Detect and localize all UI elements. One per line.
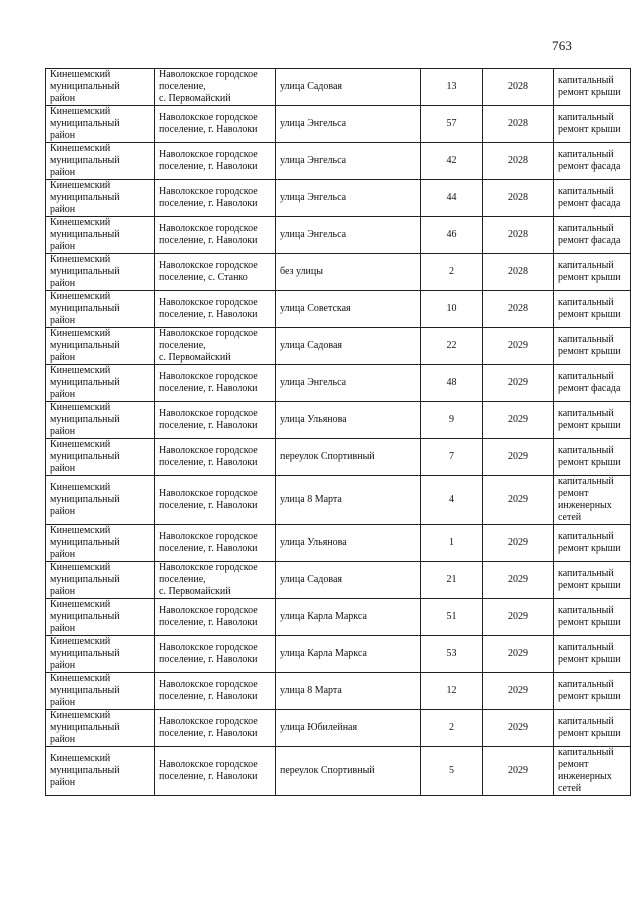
- settlement-cell: Наволокское городское поселение, г. Наволоки: [155, 439, 276, 476]
- work-type-cell: капитальный ремонт крыши: [554, 106, 631, 143]
- house-number-cell: 46: [421, 217, 483, 254]
- work-type-cell: капитальный ремонт фасада: [554, 365, 631, 402]
- table-row: [46, 673, 631, 710]
- work-type-cell: капитальный ремонт крыши: [554, 673, 631, 710]
- year-cell: 2028: [483, 217, 554, 254]
- table-row: [46, 636, 631, 673]
- street-cell: улица Энгельса: [276, 365, 421, 402]
- district-cell: Кинешемский муниципальный район: [46, 106, 155, 143]
- street-cell: улица Юбилейная: [276, 710, 421, 747]
- work-type-cell: капитальный ремонт фасада: [554, 217, 631, 254]
- district-cell: Кинешемский муниципальный район: [46, 254, 155, 291]
- table-row: [46, 328, 631, 365]
- table-row: [46, 747, 631, 796]
- house-number-cell: 5: [421, 747, 483, 796]
- settlement-cell: Наволокское городское поселение, г. Наволоки: [155, 636, 276, 673]
- table-row: [46, 562, 631, 599]
- year-cell: 2029: [483, 402, 554, 439]
- repair-schedule-table: [45, 68, 631, 796]
- year-cell: 2029: [483, 747, 554, 796]
- district-cell: Кинешемский муниципальный район: [46, 69, 155, 106]
- work-type-cell: капитальный ремонт фасада: [554, 143, 631, 180]
- year-cell: 2028: [483, 254, 554, 291]
- district-cell: Кинешемский муниципальный район: [46, 525, 155, 562]
- settlement-cell: Наволокское городское поселение, г. Наволоки: [155, 402, 276, 439]
- table-row: [46, 217, 631, 254]
- work-type-cell: капитальный ремонт крыши: [554, 69, 631, 106]
- street-cell: улица Садовая: [276, 562, 421, 599]
- settlement-cell: Наволокское городское поселение, г. Наволоки: [155, 599, 276, 636]
- street-cell: улица Энгельса: [276, 217, 421, 254]
- settlement-cell: Наволокское городское поселение, г. Наволоки: [155, 476, 276, 525]
- house-number-cell: 53: [421, 636, 483, 673]
- street-cell: улица Советская: [276, 291, 421, 328]
- settlement-cell: Наволокское городское поселение, с. Первомайский: [155, 328, 276, 365]
- settlement-cell: Наволокское городское поселение, с. Первомайский: [155, 69, 276, 106]
- district-cell: Кинешемский муниципальный район: [46, 439, 155, 476]
- table-row: [46, 180, 631, 217]
- street-cell: улица Ульянова: [276, 402, 421, 439]
- year-cell: 2029: [483, 365, 554, 402]
- table-row: [46, 69, 631, 106]
- street-cell: улица Энгельса: [276, 106, 421, 143]
- district-cell: Кинешемский муниципальный район: [46, 180, 155, 217]
- work-type-cell: капитальный ремонт инженерных сетей: [554, 476, 631, 525]
- district-cell: Кинешемский муниципальный район: [46, 328, 155, 365]
- street-cell: улица Энгельса: [276, 143, 421, 180]
- house-number-cell: 57: [421, 106, 483, 143]
- street-cell: улица 8 Марта: [276, 673, 421, 710]
- street-cell: переулок Спортивный: [276, 439, 421, 476]
- house-number-cell: 1: [421, 525, 483, 562]
- street-cell: улица Садовая: [276, 69, 421, 106]
- house-number-cell: 2: [421, 710, 483, 747]
- settlement-cell: Наволокское городское поселение, г. Наволоки: [155, 291, 276, 328]
- street-cell: улица Карла Маркса: [276, 599, 421, 636]
- year-cell: 2028: [483, 291, 554, 328]
- house-number-cell: 42: [421, 143, 483, 180]
- year-cell: 2029: [483, 710, 554, 747]
- district-cell: Кинешемский муниципальный район: [46, 143, 155, 180]
- page-number: 763: [552, 38, 573, 53]
- settlement-cell: Наволокское городское поселение, г. Наволоки: [155, 525, 276, 562]
- year-cell: 2029: [483, 562, 554, 599]
- house-number-cell: 7: [421, 439, 483, 476]
- work-type-cell: капитальный ремонт крыши: [554, 710, 631, 747]
- work-type-cell: капитальный ремонт крыши: [554, 254, 631, 291]
- house-number-cell: 48: [421, 365, 483, 402]
- house-number-cell: 21: [421, 562, 483, 599]
- settlement-cell: Наволокское городское поселение, г. Наволоки: [155, 673, 276, 710]
- year-cell: 2029: [483, 328, 554, 365]
- house-number-cell: 4: [421, 476, 483, 525]
- settlement-cell: Наволокское городское поселение, г. Наволоки: [155, 365, 276, 402]
- house-number-cell: 9: [421, 402, 483, 439]
- table-row: [46, 402, 631, 439]
- work-type-cell: капитальный ремонт крыши: [554, 525, 631, 562]
- house-number-cell: 10: [421, 291, 483, 328]
- year-cell: 2029: [483, 476, 554, 525]
- district-cell: Кинешемский муниципальный район: [46, 710, 155, 747]
- year-cell: 2029: [483, 673, 554, 710]
- house-number-cell: 13: [421, 69, 483, 106]
- settlement-cell: Наволокское городское поселение, с. Станко: [155, 254, 276, 291]
- street-cell: улица Садовая: [276, 328, 421, 365]
- work-type-cell: капитальный ремонт инженерных сетей: [554, 747, 631, 796]
- table-row: [46, 254, 631, 291]
- settlement-cell: Наволокское городское поселение, с. Первомайский: [155, 562, 276, 599]
- street-cell: переулок Спортивный: [276, 747, 421, 796]
- street-cell: улица 8 Марта: [276, 476, 421, 525]
- work-type-cell: капитальный ремонт крыши: [554, 636, 631, 673]
- year-cell: 2029: [483, 599, 554, 636]
- table-row: [46, 525, 631, 562]
- table-row: [46, 291, 631, 328]
- settlement-cell: Наволокское городское поселение, г. Наволоки: [155, 143, 276, 180]
- work-type-cell: капитальный ремонт крыши: [554, 328, 631, 365]
- district-cell: Кинешемский муниципальный район: [46, 476, 155, 525]
- district-cell: Кинешемский муниципальный район: [46, 365, 155, 402]
- work-type-cell: капитальный ремонт крыши: [554, 562, 631, 599]
- work-type-cell: капитальный ремонт крыши: [554, 402, 631, 439]
- table-row: [46, 439, 631, 476]
- house-number-cell: 51: [421, 599, 483, 636]
- settlement-cell: Наволокское городское поселение, г. Наволоки: [155, 180, 276, 217]
- settlement-cell: Наволокское городское поселение, г. Наволоки: [155, 747, 276, 796]
- settlement-cell: Наволокское городское поселение, г. Наволоки: [155, 217, 276, 254]
- year-cell: 2029: [483, 525, 554, 562]
- district-cell: Кинешемский муниципальный район: [46, 402, 155, 439]
- work-type-cell: капитальный ремонт фасада: [554, 180, 631, 217]
- work-type-cell: капитальный ремонт крыши: [554, 291, 631, 328]
- settlement-cell: Наволокское городское поселение, г. Наволоки: [155, 106, 276, 143]
- house-number-cell: 44: [421, 180, 483, 217]
- district-cell: Кинешемский муниципальный район: [46, 673, 155, 710]
- district-cell: Кинешемский муниципальный район: [46, 747, 155, 796]
- house-number-cell: 22: [421, 328, 483, 365]
- table-row: [46, 143, 631, 180]
- house-number-cell: 12: [421, 673, 483, 710]
- settlement-cell: Наволокское городское поселение, г. Наволоки: [155, 710, 276, 747]
- street-cell: улица Энгельса: [276, 180, 421, 217]
- work-type-cell: капитальный ремонт крыши: [554, 599, 631, 636]
- district-cell: Кинешемский муниципальный район: [46, 636, 155, 673]
- table-row: [46, 106, 631, 143]
- house-number-cell: 2: [421, 254, 483, 291]
- year-cell: 2029: [483, 439, 554, 476]
- table-row: [46, 599, 631, 636]
- year-cell: 2028: [483, 69, 554, 106]
- table-row: [46, 476, 631, 525]
- district-cell: Кинешемский муниципальный район: [46, 562, 155, 599]
- district-cell: Кинешемский муниципальный район: [46, 217, 155, 254]
- year-cell: 2029: [483, 636, 554, 673]
- street-cell: улица Ульянова: [276, 525, 421, 562]
- table-body: [46, 69, 631, 796]
- street-cell: без улицы: [276, 254, 421, 291]
- district-cell: Кинешемский муниципальный район: [46, 291, 155, 328]
- year-cell: 2028: [483, 143, 554, 180]
- year-cell: 2028: [483, 106, 554, 143]
- table-row: [46, 710, 631, 747]
- table-row: [46, 365, 631, 402]
- district-cell: Кинешемский муниципальный район: [46, 599, 155, 636]
- street-cell: улица Карла Маркса: [276, 636, 421, 673]
- year-cell: 2028: [483, 180, 554, 217]
- work-type-cell: капитальный ремонт крыши: [554, 439, 631, 476]
